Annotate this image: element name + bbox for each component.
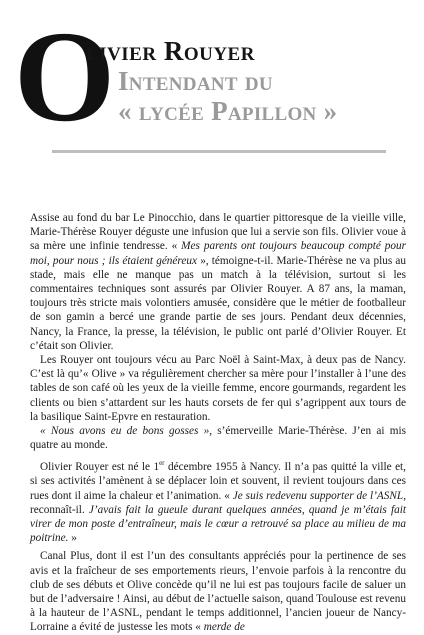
subtitle-line-1: Intendant du xyxy=(118,66,273,96)
paragraph-3: « Nous avons eu de bons gosses », s’émerveille Marie-Thérèse. J’en ai mis quatre au monde. xyxy=(30,425,406,452)
quote: merde de xyxy=(203,621,245,634)
quote: J’avais fait la gueule durant quelques années, quand je m’étais fait virer de mon poste d’entraîneur, mais le cœur a retrouvé sa place au milieu de ma poitrine. xyxy=(30,503,407,545)
article-body xyxy=(30,211,406,635)
paragraph-2: Les Rouyer ont toujours vécu au Parc Noël à Saint-Max, à deux pas de Nancy. C’est là qu’« Olive » va régulièrement chercher sa mère pour l’installer à l’une des tables de son café où les yeux de la vieille femme, encore gourmands, regardent les clients ou bien s’attardent sur les hauts corsets de fer qui s’agrippent aux tours de la basilique Saint-Epvre en restauration. xyxy=(30,354,406,423)
article-header xyxy=(0,0,424,160)
paragraph-1: Assise au fond du bar Le Pinocchio, dans le quartier pittoresque de la vieille ville, Marie-Thérèse Rouyer déguste une infusion que lui a servie son fils. Olivier voue à sa mère une infinie tendresse. « Mes parents ont toujours beaucoup compté pour moi, pour nous ; ils étaient généreux », témoigne-t-il. Marie-Thérèse ne va plus au stade, mais elle ne manque pas un match à la télévision, surtout si les commentaires techniques sont assurés par Olivier Rouyer. A 87 ans, la maman, toujours très stricte mais volontiers amusée, considère que le métier de footballeur de son gamin a bercé une grande partie de ses jours. Pendant deux décennies, Nancy, la France, la presse, la télévision, le public ont parlé d’Olivier Rouyer. Et c’était son Olivier. xyxy=(30,212,407,352)
paragraph-4: Olivier Rouyer est né le 1er décembre 1955 à Nancy. Il n’a pas quitté la ville et, si ses activités l’amènent à se déplacer loin et souvent, il revient toujours dans ces rues dont il aime la chaleur et l’animation. « Je suis redevenu supporter de l’ASNL, reconnaît-il. J’avais fait la gueule durant quelques années, quand je m’étais fait virer de mon poste d’entraîneur, mais le cœur a retrouvé sa place au milieu de ma poitrine. » xyxy=(30,459,407,545)
paragraph-5: Canal Plus, dont il est l’un des consultants appréciés pour la pertinence de ses avis et la fraîcheur de ses emportements rieurs, l’envoie parfois à la rencontre du club de ses débuts et Olive concède qu’il ne lui est pas toujours facile de saluer un but de l’adversaire ! Ainsi, au début de l’actuelle saison, quand Toulouse est revenu à la hauteur de l’ASNL, pendant le temps additionnel, l’ancien joueur de Nancy-Lorraine a évité de justesse les mots « merde de xyxy=(30,550,406,634)
quote: Je suis redevenu supporter de l’ASNL xyxy=(232,489,404,502)
quote: « Nous avons eu de bons gosses » xyxy=(40,425,210,438)
header-rule xyxy=(52,150,386,153)
subtitle-line-2: « lycée Papillon » xyxy=(118,96,338,126)
quote: Mes parents ont toujours beaucoup compté pour moi, pour nous ; ils étaient généreux xyxy=(30,240,407,267)
subtitle xyxy=(118,66,337,126)
drop-cap: O xyxy=(14,5,116,149)
title-name: livier Rouyer xyxy=(86,36,255,66)
